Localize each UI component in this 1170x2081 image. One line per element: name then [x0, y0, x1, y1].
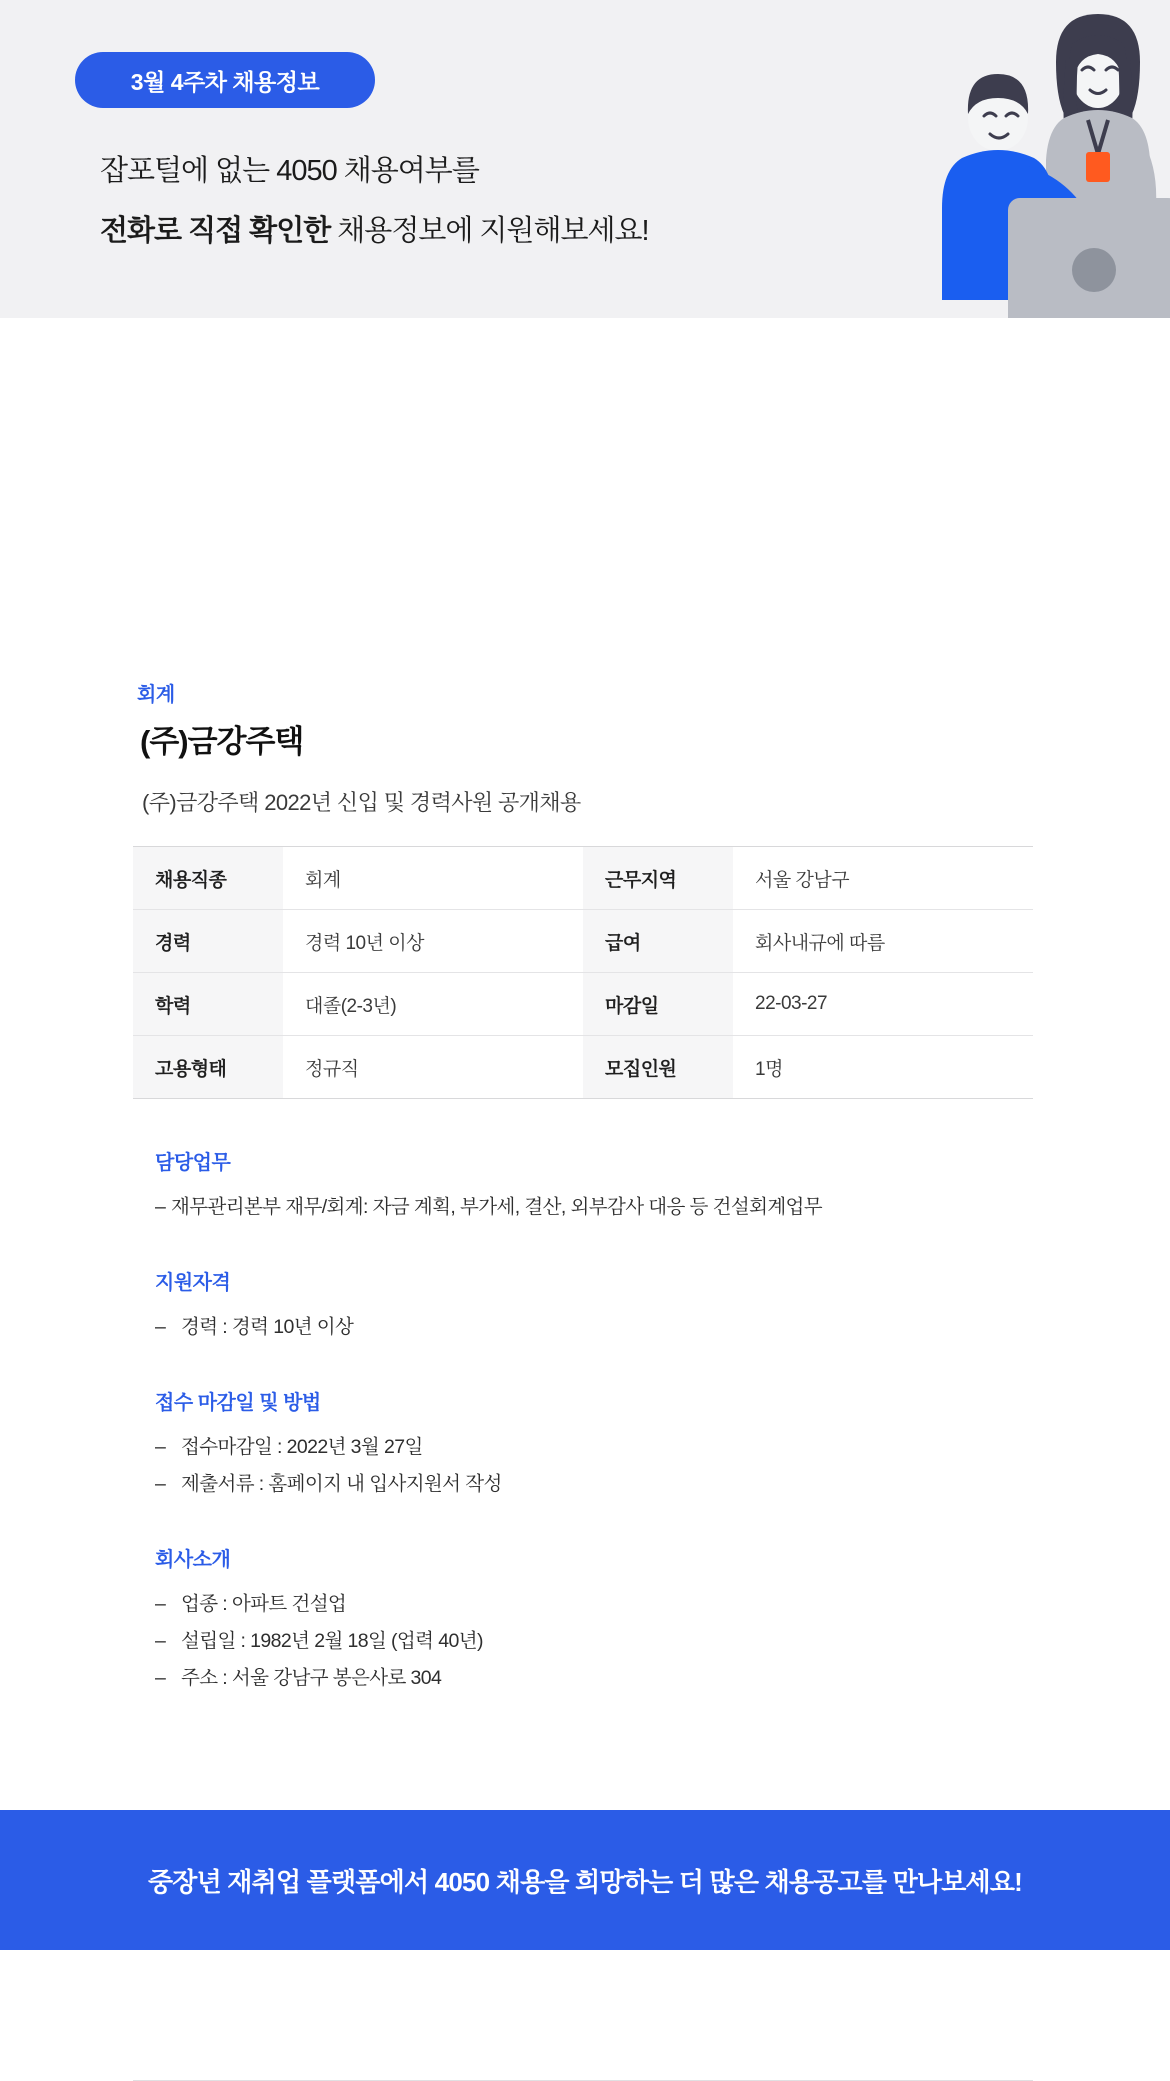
section-item — [155, 1466, 1095, 1503]
table-key: 고용형태 — [133, 1036, 283, 1099]
table-value: 회사내규에 따름 — [733, 910, 1033, 973]
section-item-text: 업종 : 아파트 건설업 — [181, 1593, 347, 1616]
section-title: 회사소개 — [155, 1549, 231, 1572]
table-value: 경력 10년 이상 — [283, 910, 583, 973]
table-key: 근무지역 — [583, 847, 733, 910]
table-value: 회계 — [283, 847, 583, 910]
bullet-dash: – — [155, 1196, 166, 1218]
company-name: (주)금강주택 — [140, 724, 304, 759]
bullet-dash: – — [155, 1630, 166, 1653]
section-item — [155, 1623, 1095, 1660]
headline-emphasis: 전화로 직접 확인한 — [100, 215, 331, 247]
section-item-text: 재무관리본부 재무/회계: 자금 계획, 부가세, 결산, 외부감사 대응 등 건설회계업무 — [171, 1196, 823, 1218]
bullet-dash: – — [155, 1593, 166, 1616]
section-item-text: 접수마감일 : 2022년 3월 27일 — [181, 1436, 423, 1459]
table-row — [133, 910, 1033, 973]
section-item — [155, 1189, 1095, 1226]
section-title: 지원자격 — [155, 1272, 231, 1295]
section-company-intro — [155, 1543, 1095, 1697]
section-deadline-method — [155, 1386, 1095, 1503]
detail-sections — [155, 1146, 1095, 1737]
table-row — [133, 1036, 1033, 1099]
section-duties — [155, 1146, 1095, 1226]
bullet-dash: – — [155, 1667, 166, 1690]
headline-rest: 채용정보에 지원해보세요! — [330, 215, 649, 247]
table-value: 정규직 — [305, 1058, 359, 1080]
table-key: 채용직종 — [133, 847, 283, 910]
people-illustration — [820, 0, 1170, 318]
job-category: 회계 — [137, 684, 175, 706]
table-key: 경력 — [133, 910, 283, 973]
section-item — [155, 1660, 1095, 1697]
week-badge — [75, 52, 375, 108]
section-title: 담당업무 — [155, 1152, 231, 1174]
table-key: 모집인원 — [583, 1036, 733, 1099]
headline-line-2 — [100, 208, 649, 249]
section-item-text: 주소 : 서울 강남구 봉은사로 304 — [181, 1667, 442, 1690]
header-banner — [0, 0, 1170, 318]
section-qualifications — [155, 1266, 1095, 1346]
bullet-dash: – — [155, 1436, 166, 1459]
job-posting-title: (주)금강주택 2022년 신입 및 경력사원 공개채용 — [142, 790, 581, 815]
table-value: 대졸(2-3년) — [283, 973, 583, 1036]
section-item-text: 설립일 : 1982년 2월 18일 (업력 40년) — [181, 1630, 483, 1653]
table-value: 서울 강남구 — [733, 847, 1033, 910]
section-item-text: 경력 : 경력 10년 이상 — [181, 1316, 354, 1339]
section-item-text: 제출서류 : 홈페이지 내 입사지원서 작성 — [181, 1473, 502, 1496]
table-value: 22-03-27 — [733, 973, 1033, 1036]
section-title: 접수 마감일 및 방법 — [155, 1392, 321, 1415]
bullet-dash: – — [155, 1473, 166, 1496]
table-value: 1명 — [755, 1058, 783, 1080]
footer-banner[interactable] — [0, 1810, 1170, 1950]
table-key: 급여 — [583, 910, 733, 973]
bullet-dash: – — [155, 1316, 166, 1339]
table-row — [133, 847, 1033, 910]
section-item — [155, 1586, 1095, 1623]
table-key: 마감일 — [583, 973, 733, 1036]
section-item — [155, 1309, 1095, 1346]
section-item — [155, 1429, 1095, 1466]
week-badge-label: 3월 4주차 채용정보 — [130, 68, 320, 95]
table-key: 학력 — [133, 973, 283, 1036]
table-row — [133, 973, 1033, 1036]
footer-text: 중장년 재취업 플랫폼에서 4050 채용을 희망하는 더 많은 채용공고를 만나보세요! — [147, 1866, 1023, 1897]
job-info-table — [133, 846, 1033, 1099]
headline-line-1: 잡포털에 없는 4050 채용여부를 — [100, 155, 479, 187]
